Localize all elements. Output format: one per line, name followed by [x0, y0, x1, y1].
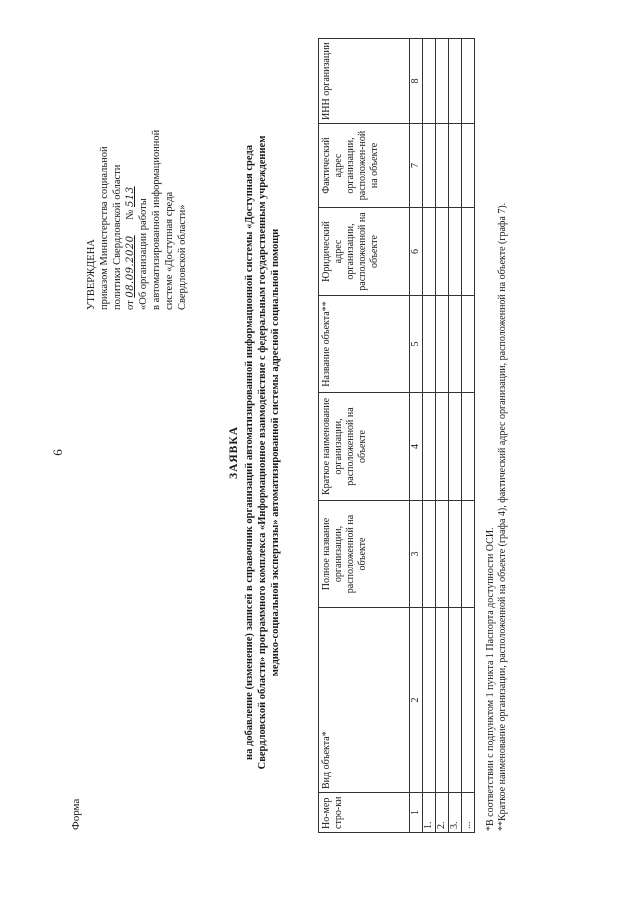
- approval-line: Свердловской области»: [177, 204, 188, 310]
- empty-cell: [449, 39, 462, 124]
- empty-cell: [449, 124, 462, 208]
- footnote: **Краткое наименование организации, расположенной на объекте (графа 4), фактический адрес организации, расположенной на объекте (графа 7).: [497, 202, 508, 831]
- column-number: 7: [410, 124, 423, 208]
- empty-cell: [449, 608, 462, 793]
- empty-cell: [423, 296, 436, 393]
- empty-cell: [449, 501, 462, 608]
- approval-line: системе «Доступная среда: [164, 191, 175, 310]
- number-prefix: №: [125, 209, 136, 220]
- empty-cell: [462, 296, 475, 393]
- empty-cell: [462, 501, 475, 608]
- empty-cell: [436, 393, 449, 501]
- column-header: ИНН организации: [319, 39, 410, 124]
- column-number: 4: [410, 393, 423, 501]
- column-number: 6: [410, 208, 423, 296]
- empty-cell: [436, 501, 449, 608]
- column-number: 8: [410, 39, 423, 124]
- table-row: [436, 39, 449, 833]
- column-number: 5: [410, 296, 423, 393]
- page-number: 6: [50, 449, 65, 456]
- empty-cell: [436, 39, 449, 124]
- empty-cell: [423, 501, 436, 608]
- column-number: 3: [410, 501, 423, 608]
- row-label: ...: [462, 793, 475, 833]
- row-label: 3.: [449, 793, 462, 833]
- column-header: Краткое наименование организации, расположенной на объекте: [319, 393, 410, 501]
- footnotes: [485, 41, 509, 831]
- empty-cell: [436, 124, 449, 208]
- handwritten-date: 08.09.2020: [125, 235, 136, 298]
- empty-cell: [462, 39, 475, 124]
- empty-cell: [423, 393, 436, 501]
- form-label: Форма: [70, 798, 82, 830]
- table-row: [423, 39, 436, 833]
- empty-cell: [449, 393, 462, 501]
- handwritten-number: 513: [125, 186, 136, 207]
- column-header: Юридический адрес организации, расположенной на объекте: [319, 208, 410, 296]
- column-header: Название объекта**: [319, 296, 410, 393]
- footnote: *В соответствии с подпунктом 1 пункта 1 Паспорта доступности ОСИ.: [485, 527, 496, 831]
- table-row: [449, 39, 462, 833]
- approval-date-line: [124, 10, 137, 310]
- heading-line: медико-социальной экспертизы» автоматизированной системы адресной социальной помощи: [270, 228, 281, 677]
- approval-title: УТВЕРЖДЕНА: [86, 239, 97, 310]
- request-table: [318, 38, 475, 833]
- empty-cell: [462, 124, 475, 208]
- approval-line: «Об организации работы: [138, 198, 149, 310]
- approval-line: в автоматизированной информационной: [151, 129, 162, 310]
- column-number: 2: [410, 608, 423, 793]
- heading-line: Свердловской области» программного комплекса «Информационное взаимодействие с федеральным государственным учреждением: [257, 135, 268, 770]
- column-number-row: [410, 39, 423, 833]
- empty-cell: [436, 208, 449, 296]
- column-header: Полное название организации, расположенной на объекте: [319, 501, 410, 608]
- column-header: Фактический адрес организации, расположен-ной на объекте: [319, 124, 410, 208]
- empty-cell: [423, 124, 436, 208]
- approval-line: приказом Министерства социальной: [99, 146, 110, 310]
- empty-cell: [436, 296, 449, 393]
- empty-cell: [436, 608, 449, 793]
- empty-cell: [423, 39, 436, 124]
- row-label: 1.: [423, 793, 436, 833]
- approval-block: [85, 10, 189, 310]
- heading-line: на добавление (изменение) записей в справочник организаций автоматизированной информационной системы «Доступная среда: [244, 145, 255, 760]
- empty-cell: [449, 208, 462, 296]
- table-header-row: [319, 39, 410, 833]
- table-row: [462, 39, 475, 833]
- empty-cell: [423, 608, 436, 793]
- empty-cell: [449, 296, 462, 393]
- empty-cell: [462, 608, 475, 793]
- document-heading: [228, 70, 282, 835]
- date-prefix: от: [125, 300, 136, 310]
- empty-cell: [462, 208, 475, 296]
- approval-line: политики Свердловской области: [112, 164, 123, 310]
- empty-cell: [423, 208, 436, 296]
- column-header: Вид объекта*: [319, 608, 410, 793]
- column-number: 1: [410, 793, 423, 833]
- empty-cell: [462, 393, 475, 501]
- heading-title: ЗАЯВКА: [228, 426, 240, 479]
- column-header: Но-мер стро-ки: [319, 793, 410, 833]
- row-label: 2.: [436, 793, 449, 833]
